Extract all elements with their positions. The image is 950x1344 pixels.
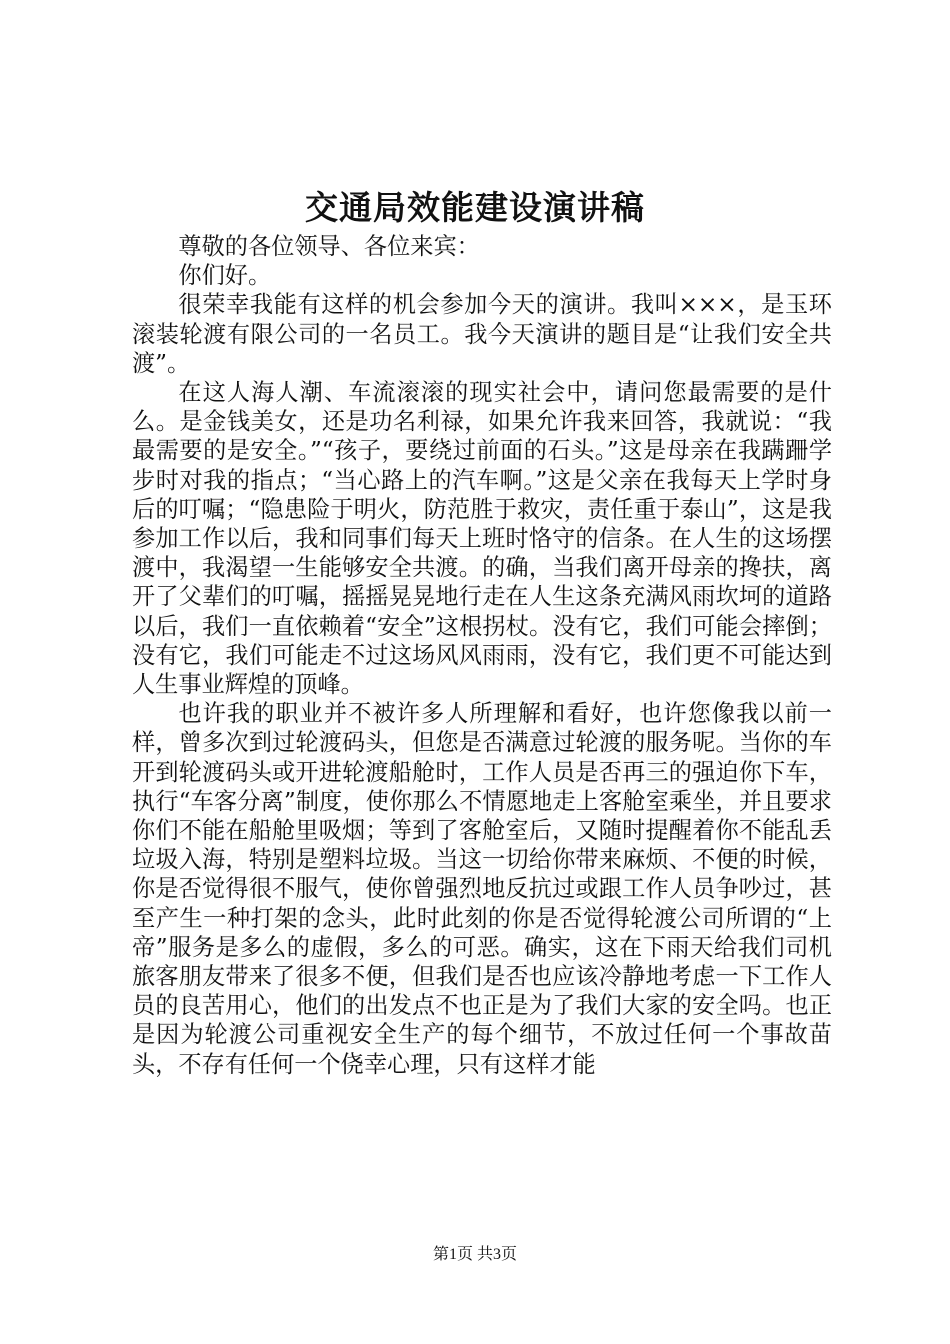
paragraph-salutation: 尊敬的各位领导、各位来宾：: [178, 233, 480, 260]
paragraph-safety-need: 在这人海人潮、车流滚滚的现实社会中，请问您最需要的是什么。是金钱美女，还是功名利禄，如果允许我来回答，我就说：“我最需要的是安全。”“孩子，要绕过前面的石头。”这是母亲在我蹒跚学步时对我的指点；“当心路上的汽车啊。”这是父亲在我每天上学时身后的叮嘱；“隐患险于明火，防范胜于救灾，责任重于泰山”，这是我参加工作以后，我和同事们每天上班时恪守的信条。在人生的这场摆渡中，我渴望一生能够安全共渡。的确，当我们离开母亲的搀扶，离开了父辈们的叮嘱，摇摇晃晃地行走在人生这条充满风雨坎坷的道路以后，我们一直依赖着“安全”这根拐杖。没有它，我们可能会摔倒；没有它，我们可能走不过这场风风雨雨，没有它，我们更不可能达到人生事业辉煌的顶峰。: [132, 379, 832, 699]
document-body: [132, 232, 832, 1079]
document-title: 交通局效能建设演讲稿: [305, 188, 645, 227]
paragraph-greeting: 你们好。: [178, 262, 272, 290]
paragraph-ferry-service: 也许我的职业并不被许多人所理解和看好，也许您像我以前一样，曾多次到过轮渡码头，但您是否满意过轮渡的服务呢。当你的车开到轮渡码头或开进轮渡船舱时，工作人员是否再三的强迫你下车，执行“车客分离”制度，使你那么不情愿地走上客舱室乘坐，并且要求你们不能在船舱里吸烟；等到了客舱室后，又随时提醒着你不能乱丢垃圾入海，特别是塑料垃圾。当这一切给你带来麻烦、不便的时候，你是否觉得很不服气，使你曾强烈地反抗过或跟工作人员争吵过，甚至产生一种打架的念头，此时此刻的你是否觉得轮渡公司所谓的“上帝”服务是多么的虚假，多么的可恶。确实，这在下雨天给我们司机旅客朋友带来了很多不便，但我们是否也应该冷静地考虑一下工作人员的良苦用心，他们的出发点不也正是为了我们大家的安全吗。也正是因为轮渡公司重视安全生产的每个细节，不放过任何一个事故苗头，不存有任何一个侥幸心理，只有这样才能: [132, 700, 832, 1078]
paragraph-introduction: 很荣幸我能有这样的机会参加今天的演讲。我叫×××，是玉环滚装轮渡有限公司的一名员工。我今天演讲的题目是“让我们安全共渡”。: [132, 291, 832, 377]
page-number-footer: 第1页 共3页: [432, 1246, 517, 1263]
